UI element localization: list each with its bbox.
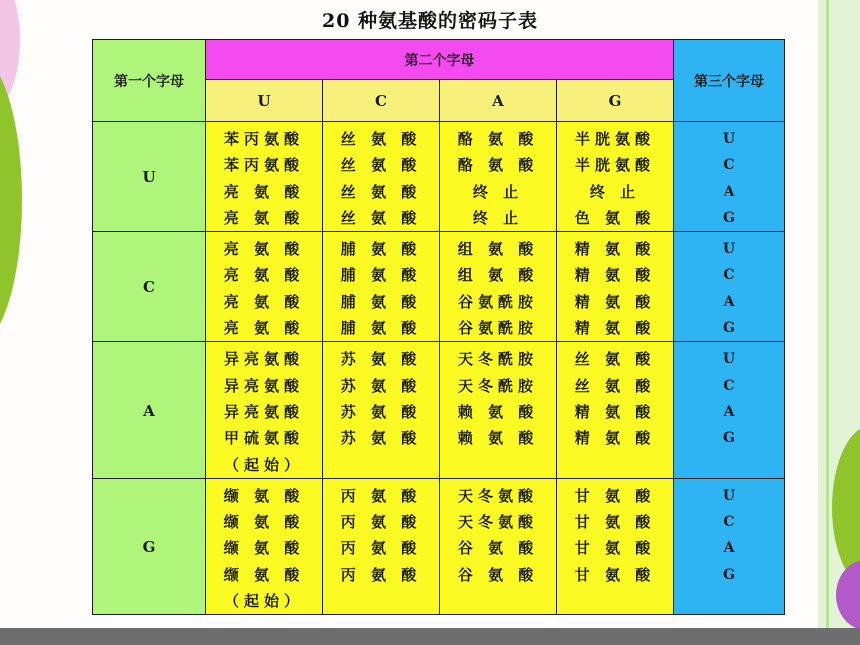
header-first-letter-label: 第一个字母 — [114, 73, 184, 90]
amino-acid: 丝 氨 酸 — [574, 376, 656, 395]
amino-acid: 脯 氨 酸 — [340, 240, 422, 259]
amino-acid: 甲硫氨酸 — [223, 429, 304, 448]
amino-acid: 缬 氨 酸 — [223, 565, 305, 584]
amino-acid-cell — [323, 342, 440, 478]
amino-acid: 精 氨 酸 — [574, 292, 656, 311]
amino-acid: 苏 氨 酸 — [340, 350, 422, 369]
third-letter: A — [723, 540, 735, 557]
third-letter: G — [723, 430, 735, 447]
amino-acid: 精 氨 酸 — [574, 402, 656, 421]
first-letter-label: C — [143, 278, 155, 297]
third-letter-cell — [674, 232, 785, 342]
amino-acid: 异亮氨酸 — [223, 376, 304, 395]
amino-acid: 亮 氨 酸 — [223, 319, 305, 338]
amino-acid-cell — [206, 122, 323, 232]
amino-acid-cell — [440, 232, 557, 342]
amino-acid: 苏 氨 酸 — [340, 429, 422, 448]
first-letter-cell — [93, 232, 206, 342]
amino-acid: 缬 氨 酸 — [223, 539, 305, 558]
amino-acid: 丙 氨 酸 — [340, 539, 422, 558]
third-letter: A — [723, 293, 735, 310]
first-letter-label: G — [142, 538, 156, 557]
table-row — [93, 232, 785, 342]
second-letter-a — [440, 80, 557, 122]
header-third-letter — [674, 40, 785, 122]
amino-acid: 酪 氨 酸 — [457, 156, 539, 175]
amino-acid: 赖 氨 酸 — [457, 429, 539, 448]
first-letter-label: U — [142, 168, 156, 187]
second-letter-label: G — [608, 92, 622, 110]
amino-acid-cell — [557, 232, 674, 342]
third-letter: C — [723, 157, 735, 174]
amino-acid: 脯 氨 酸 — [340, 266, 422, 285]
amino-acid: 组 氨 酸 — [457, 266, 539, 285]
amino-acid-cell — [440, 122, 557, 232]
amino-acid: 甘 氨 酸 — [574, 565, 656, 584]
header-second-letter-label: 第二个字母 — [404, 52, 475, 69]
amino-acid: 丙 氨 酸 — [340, 513, 422, 532]
third-letter: G — [723, 320, 735, 337]
codon-table-container — [92, 39, 784, 612]
table-row — [93, 122, 785, 232]
third-letter: A — [723, 183, 735, 200]
codon-table — [92, 39, 785, 615]
amino-acid: 甘 氨 酸 — [574, 513, 656, 532]
amino-acid: 天冬氨酸 — [457, 486, 538, 505]
amino-acid-cell — [206, 232, 323, 342]
amino-acid: 亮 氨 酸 — [223, 208, 305, 227]
header-third-letter-label: 第三个字母 — [694, 73, 764, 90]
amino-acid: 谷 氨 酸 — [457, 565, 539, 584]
third-letter: C — [723, 514, 735, 531]
amino-acid-cell — [206, 478, 323, 614]
first-letter-cell — [93, 478, 206, 614]
amino-acid: 苏 氨 酸 — [340, 376, 422, 395]
second-letter-label: C — [375, 92, 387, 110]
amino-acid: 缬 氨 酸 — [223, 486, 305, 505]
amino-acid: 苏 氨 酸 — [340, 402, 422, 421]
amino-acid: 丙 氨 酸 — [340, 565, 422, 584]
amino-acid: 精 氨 酸 — [574, 429, 656, 448]
amino-acid: 丝 氨 酸 — [340, 182, 422, 201]
first-letter-label: A — [143, 401, 155, 420]
decorative-right-line — [826, 0, 829, 645]
page-title: 20 种氨基酸的密码子表 — [321, 10, 539, 32]
first-letter-cell — [93, 122, 206, 232]
amino-acid: 丙 氨 酸 — [340, 486, 422, 505]
amino-acid: 精 氨 酸 — [574, 319, 656, 338]
amino-acid: 异亮氨酸 — [223, 350, 304, 369]
amino-acid-cell — [557, 122, 674, 232]
amino-acid: 精 氨 酸 — [574, 240, 656, 259]
third-letter: A — [723, 403, 735, 420]
amino-acid: 异亮氨酸 — [223, 402, 304, 421]
third-letter-cell — [674, 122, 785, 232]
amino-acid: 终 止 — [472, 182, 524, 201]
start-note: （起始） — [223, 455, 304, 474]
third-letter: U — [722, 131, 736, 147]
amino-acid-cell — [557, 342, 674, 478]
amino-acid: 苯丙氨酸 — [223, 156, 304, 175]
amino-acid-cell — [440, 342, 557, 478]
third-letter-cell — [674, 478, 785, 614]
amino-acid: 苯丙氨酸 — [223, 130, 304, 148]
amino-acid: 天冬氨酸 — [457, 513, 538, 532]
third-letter: U — [722, 487, 736, 504]
amino-acid: 甘 氨 酸 — [574, 486, 656, 505]
amino-acid: 谷 氨 酸 — [457, 539, 539, 558]
amino-acid: 亮 氨 酸 — [223, 266, 305, 285]
amino-acid-cell — [323, 122, 440, 232]
second-letter-label: A — [492, 92, 504, 110]
header-first-letter — [93, 40, 206, 122]
table-row — [93, 478, 785, 614]
second-letter-u — [206, 80, 323, 122]
amino-acid: 亮 氨 酸 — [223, 182, 305, 201]
amino-acid-cell — [440, 478, 557, 614]
amino-acid: 谷氨酰胺 — [457, 292, 538, 311]
amino-acid: 色 氨 酸 — [574, 208, 656, 227]
amino-acid: 半胱氨酸 — [574, 130, 655, 148]
third-letter: C — [723, 377, 735, 394]
table-row — [93, 342, 785, 478]
amino-acid: 天冬酰胺 — [457, 350, 538, 369]
amino-acid: 丝 氨 酸 — [340, 208, 422, 227]
second-letter-label: U — [257, 92, 271, 110]
amino-acid: 甘 氨 酸 — [574, 539, 656, 558]
amino-acid: 缬 氨 酸 — [223, 513, 305, 532]
second-letter-c — [323, 80, 440, 122]
amino-acid: 半胱氨酸 — [574, 156, 655, 175]
third-letter: C — [723, 267, 735, 284]
third-letter: G — [723, 209, 735, 226]
start-note: （起始） — [223, 592, 304, 611]
third-letter: U — [722, 351, 736, 368]
amino-acid: 脯 氨 酸 — [340, 292, 422, 311]
amino-acid: 谷氨酰胺 — [457, 319, 538, 338]
amino-acid: 天冬酰胺 — [457, 376, 538, 395]
amino-acid: 组 氨 酸 — [457, 240, 539, 259]
amino-acid-cell — [323, 478, 440, 614]
amino-acid: 赖 氨 酸 — [457, 402, 539, 421]
amino-acid: 脯 氨 酸 — [340, 319, 422, 338]
first-letter-cell — [93, 342, 206, 478]
amino-acid: 终 止 — [589, 182, 641, 201]
third-letter-cell — [674, 342, 785, 478]
amino-acid-cell — [557, 478, 674, 614]
amino-acid: 丝 氨 酸 — [340, 130, 422, 148]
third-letter: U — [722, 241, 736, 258]
amino-acid-cell — [206, 342, 323, 478]
amino-acid: 丝 氨 酸 — [340, 156, 422, 175]
second-letter-g — [557, 80, 674, 122]
amino-acid-cell — [323, 232, 440, 342]
amino-acid: 酪 氨 酸 — [457, 130, 539, 148]
amino-acid: 终 止 — [472, 208, 524, 227]
amino-acid: 精 氨 酸 — [574, 266, 656, 285]
bottom-bar — [0, 628, 860, 645]
amino-acid: 亮 氨 酸 — [223, 240, 305, 259]
amino-acid: 亮 氨 酸 — [223, 292, 305, 311]
header-second-letter — [206, 40, 674, 80]
amino-acid: 丝 氨 酸 — [574, 350, 656, 369]
third-letter: G — [723, 566, 735, 583]
